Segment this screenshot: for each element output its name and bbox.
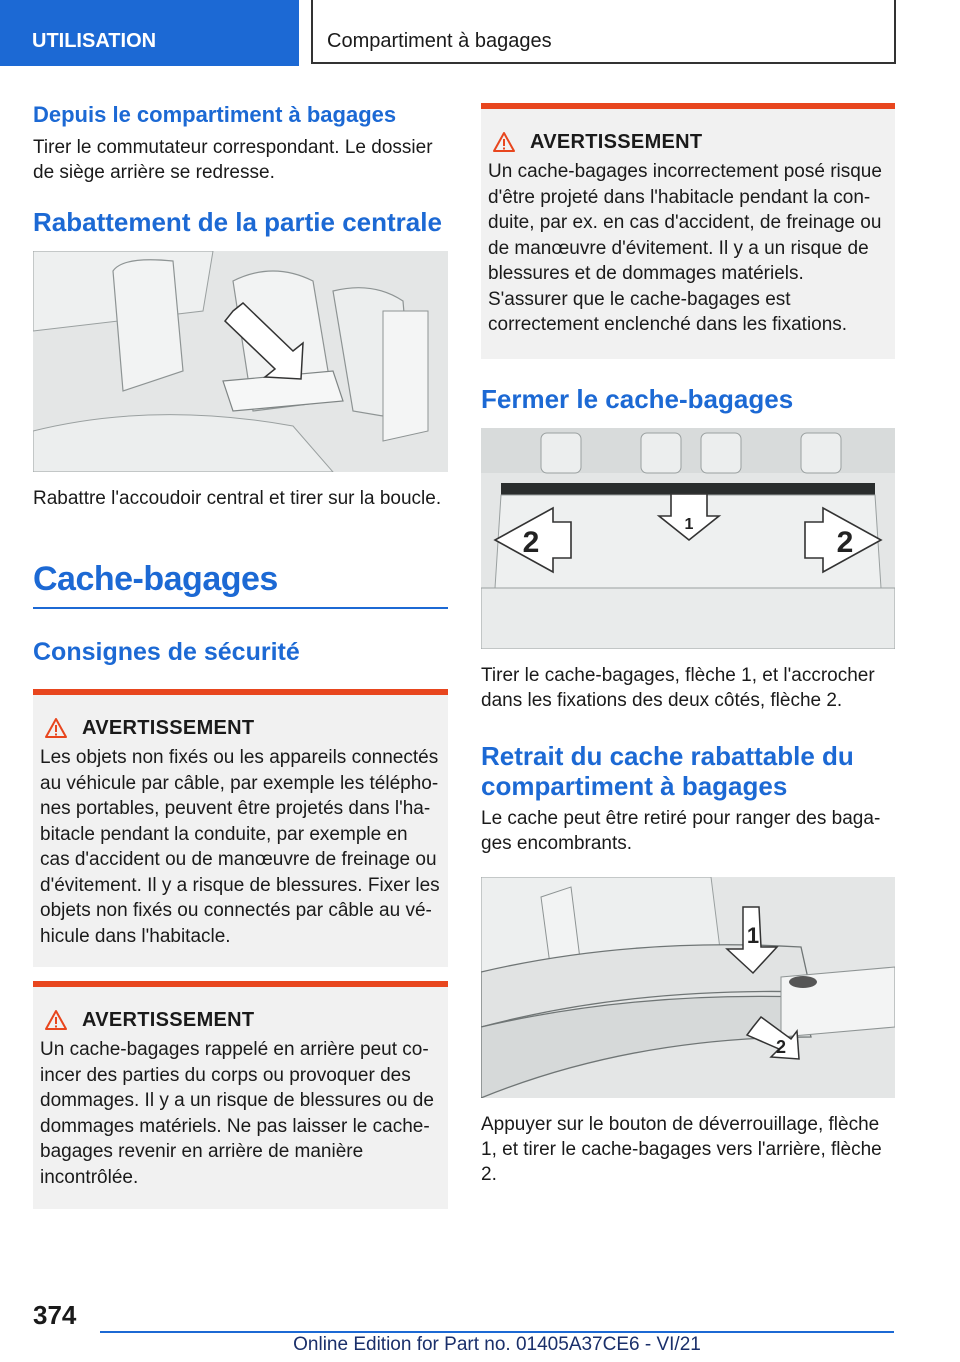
heading-cargo-cover: Cache-bagages bbox=[33, 560, 278, 598]
figure-armrest bbox=[33, 251, 448, 472]
warning-text: Un cache-bagages incorrectement posé risque d'être projeté dans l'habitacle pendant la conduite, par ex. en cas d'accident, de freinage ou de manœuvre d'évitement. Il y a un risque de blessures et de dommages matériels. S'assurer que le cache-bagages est correctement enclenché dans les fixations. bbox=[488, 161, 882, 335]
caption-remove-cover: Appuyer sur le bouton de déverrouillage, flèche 1, et tirer le cache-bagages vers l'arrière, flèche 2. bbox=[481, 1114, 882, 1185]
warning-header bbox=[40, 715, 440, 741]
warning-header bbox=[488, 129, 887, 155]
topic-tab: Compartiment à bagages bbox=[311, 0, 896, 64]
subheading-from-trunk: Depuis le compartiment à bagages bbox=[33, 102, 397, 127]
heading-fold-center: Rabattement de la partie centrale bbox=[33, 207, 442, 237]
figure-label-arrow-2: 2 bbox=[775, 1037, 787, 1057]
warning-text: Un cache-bagages rappelé en arrière peut coincer des parties du corps ou provoquer des dommages. Il y a un risque de blessures ou de dommages matériels. Ne pas laisser le cache-bagages revenir en arrière de manière incontrôlée. bbox=[40, 1039, 434, 1188]
warning-text: Les objets non fixés ou les appareils connectés au véhicule par câble, par exemple les téléphones portables, peuvent être projetés dans l'habitacle pendant la conduite, par exemple en cas d'accident ou de manœuvre de freinage ou d'évitement. Il y a risque de blessures. Fixer les objets non fixés ou connectés par câble au véhicule dans l'habitacle. bbox=[40, 747, 440, 947]
footer-rule bbox=[100, 1331, 894, 1333]
figure-close-cover bbox=[481, 428, 895, 649]
figure-label-arrow-2-left: 2 bbox=[522, 526, 540, 559]
caption-armrest: Rabattre l'accoudoir central et tirer sur la boucle. bbox=[33, 488, 442, 509]
heading-safety-notes: Consignes de sécurité bbox=[33, 638, 300, 666]
warning-title: AVERTISSEMENT bbox=[82, 1008, 255, 1031]
armrest-illustration bbox=[33, 251, 448, 472]
caption-close-cover: Tirer le cache-bagages, flèche 1, et l'accrocher dans les fixations des deux côtés, flèche 2. bbox=[481, 665, 875, 711]
warning-box-2 bbox=[33, 981, 448, 1209]
page-header bbox=[0, 0, 960, 66]
warning-triangle-icon bbox=[44, 717, 68, 739]
remove-cover-illustration bbox=[481, 877, 895, 1098]
warning-triangle-icon bbox=[492, 131, 516, 153]
warning-title: AVERTISSEMENT bbox=[82, 716, 255, 739]
paragraph-from-trunk: Tirer le commutateur correspondant. Le dossier de siège arrière se redresse. bbox=[33, 137, 433, 183]
warning-triangle-icon bbox=[44, 1009, 68, 1031]
figure-remove-cover bbox=[481, 877, 895, 1098]
right-column bbox=[481, 100, 895, 1187]
edition-line: Online Edition for Part no. 01405A37CE6 - VI/21 bbox=[293, 1334, 701, 1355]
paragraph-remove-cover: Le cache peut être retiré pour ranger des bagages encombrants. bbox=[481, 808, 881, 854]
figure-label-arrow-2-right: 2 bbox=[836, 526, 854, 559]
warning-title: AVERTISSEMENT bbox=[530, 130, 703, 153]
heading-remove-cover: Retrait du cache rabattable du compartiment à bagages bbox=[481, 741, 854, 801]
section-tab: UTILISATION bbox=[0, 0, 299, 66]
close-cover-illustration bbox=[481, 428, 895, 649]
page-number: 374 bbox=[33, 1300, 77, 1330]
left-column bbox=[33, 100, 448, 1209]
figure-label-arrow-1: 1 bbox=[684, 516, 694, 533]
warning-header bbox=[40, 1007, 440, 1033]
heading-close-cover: Fermer le cache-bagages bbox=[481, 384, 794, 414]
warning-box-3 bbox=[481, 103, 895, 359]
figure-label-arrow-1: 1 bbox=[746, 923, 760, 948]
warning-box-1 bbox=[33, 689, 448, 967]
heading-underline bbox=[33, 607, 448, 609]
